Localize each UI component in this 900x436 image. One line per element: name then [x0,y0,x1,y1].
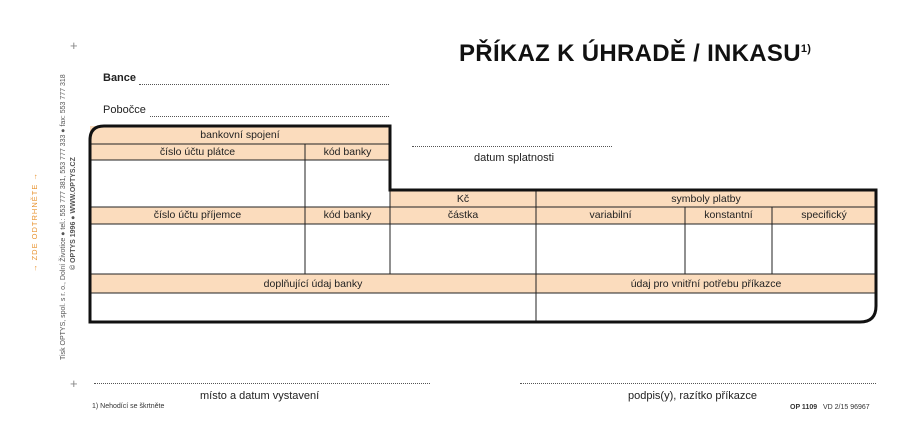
form-code: OP 1109 [790,404,818,411]
specific-symbol-field[interactable] [773,225,874,273]
branch-label: Pobočce [103,104,146,116]
payment-symbols-header: symboly platby [671,193,741,205]
internal-need-field[interactable] [537,294,867,320]
amount-label: částka [447,209,479,221]
amount-field[interactable] [391,225,535,273]
tear-off-instruction: → ZDE ODTRHNĚTE → [30,172,39,272]
title-footnote-mark: 1) [800,43,812,55]
signature-field[interactable] [520,383,876,384]
registration-mark: + [70,38,78,53]
payer-bank-code-field[interactable] [306,161,389,206]
payee-bank-code-field[interactable] [306,225,389,273]
bank-connection-header: bankovní spojení [200,129,280,141]
supplementary-bank-field[interactable] [92,294,535,320]
place-date-field[interactable] [94,383,430,384]
variable-symbol-field[interactable] [537,225,684,273]
registration-mark: + [70,376,78,391]
currency-label: Kč [456,193,470,205]
signature-label: podpis(y), razítko příkazce [628,390,757,402]
payer-account-field[interactable] [92,161,304,206]
payee-bank-code-label: kód banky [323,209,372,221]
constant-symbol-label: konstantní [704,209,753,221]
supplementary-bank-label: doplňující údaj banky [263,278,363,290]
payee-account-label: číslo účtu příjemce [153,209,242,221]
specific-symbol-label: specifický [801,209,847,221]
due-date-label: datum splatnosti [474,152,555,164]
internal-need-label: údaj pro vnitřní potřebu příkazce [630,278,782,290]
copyright-info: © OPTYS 1996 ● WWW.OPTYS.CZ [70,157,77,270]
printer-info: Tisk OPTYS, spol. s r. o., Dolní Životice ● tel.: 553 777 381, 553 777 333 ● fax: 553 777 318 [60,74,67,360]
footnote-text: 1) Nehodící se škrtněte [92,403,165,410]
payer-account-label: číslo účtu plátce [159,146,236,158]
form-title-text: PŘÍKAZ K ÚHRADĚ / INKASU [459,40,801,67]
payee-account-field[interactable] [92,225,304,273]
payer-bank-code-label: kód banky [323,146,372,158]
form-version: VD 2/15 96967 [823,404,870,411]
constant-symbol-field[interactable] [686,225,771,273]
variable-symbol-label: variabilní [589,209,632,221]
place-date-label: místo a datum vystavení [200,390,320,402]
bank-label: Bance [103,72,137,84]
